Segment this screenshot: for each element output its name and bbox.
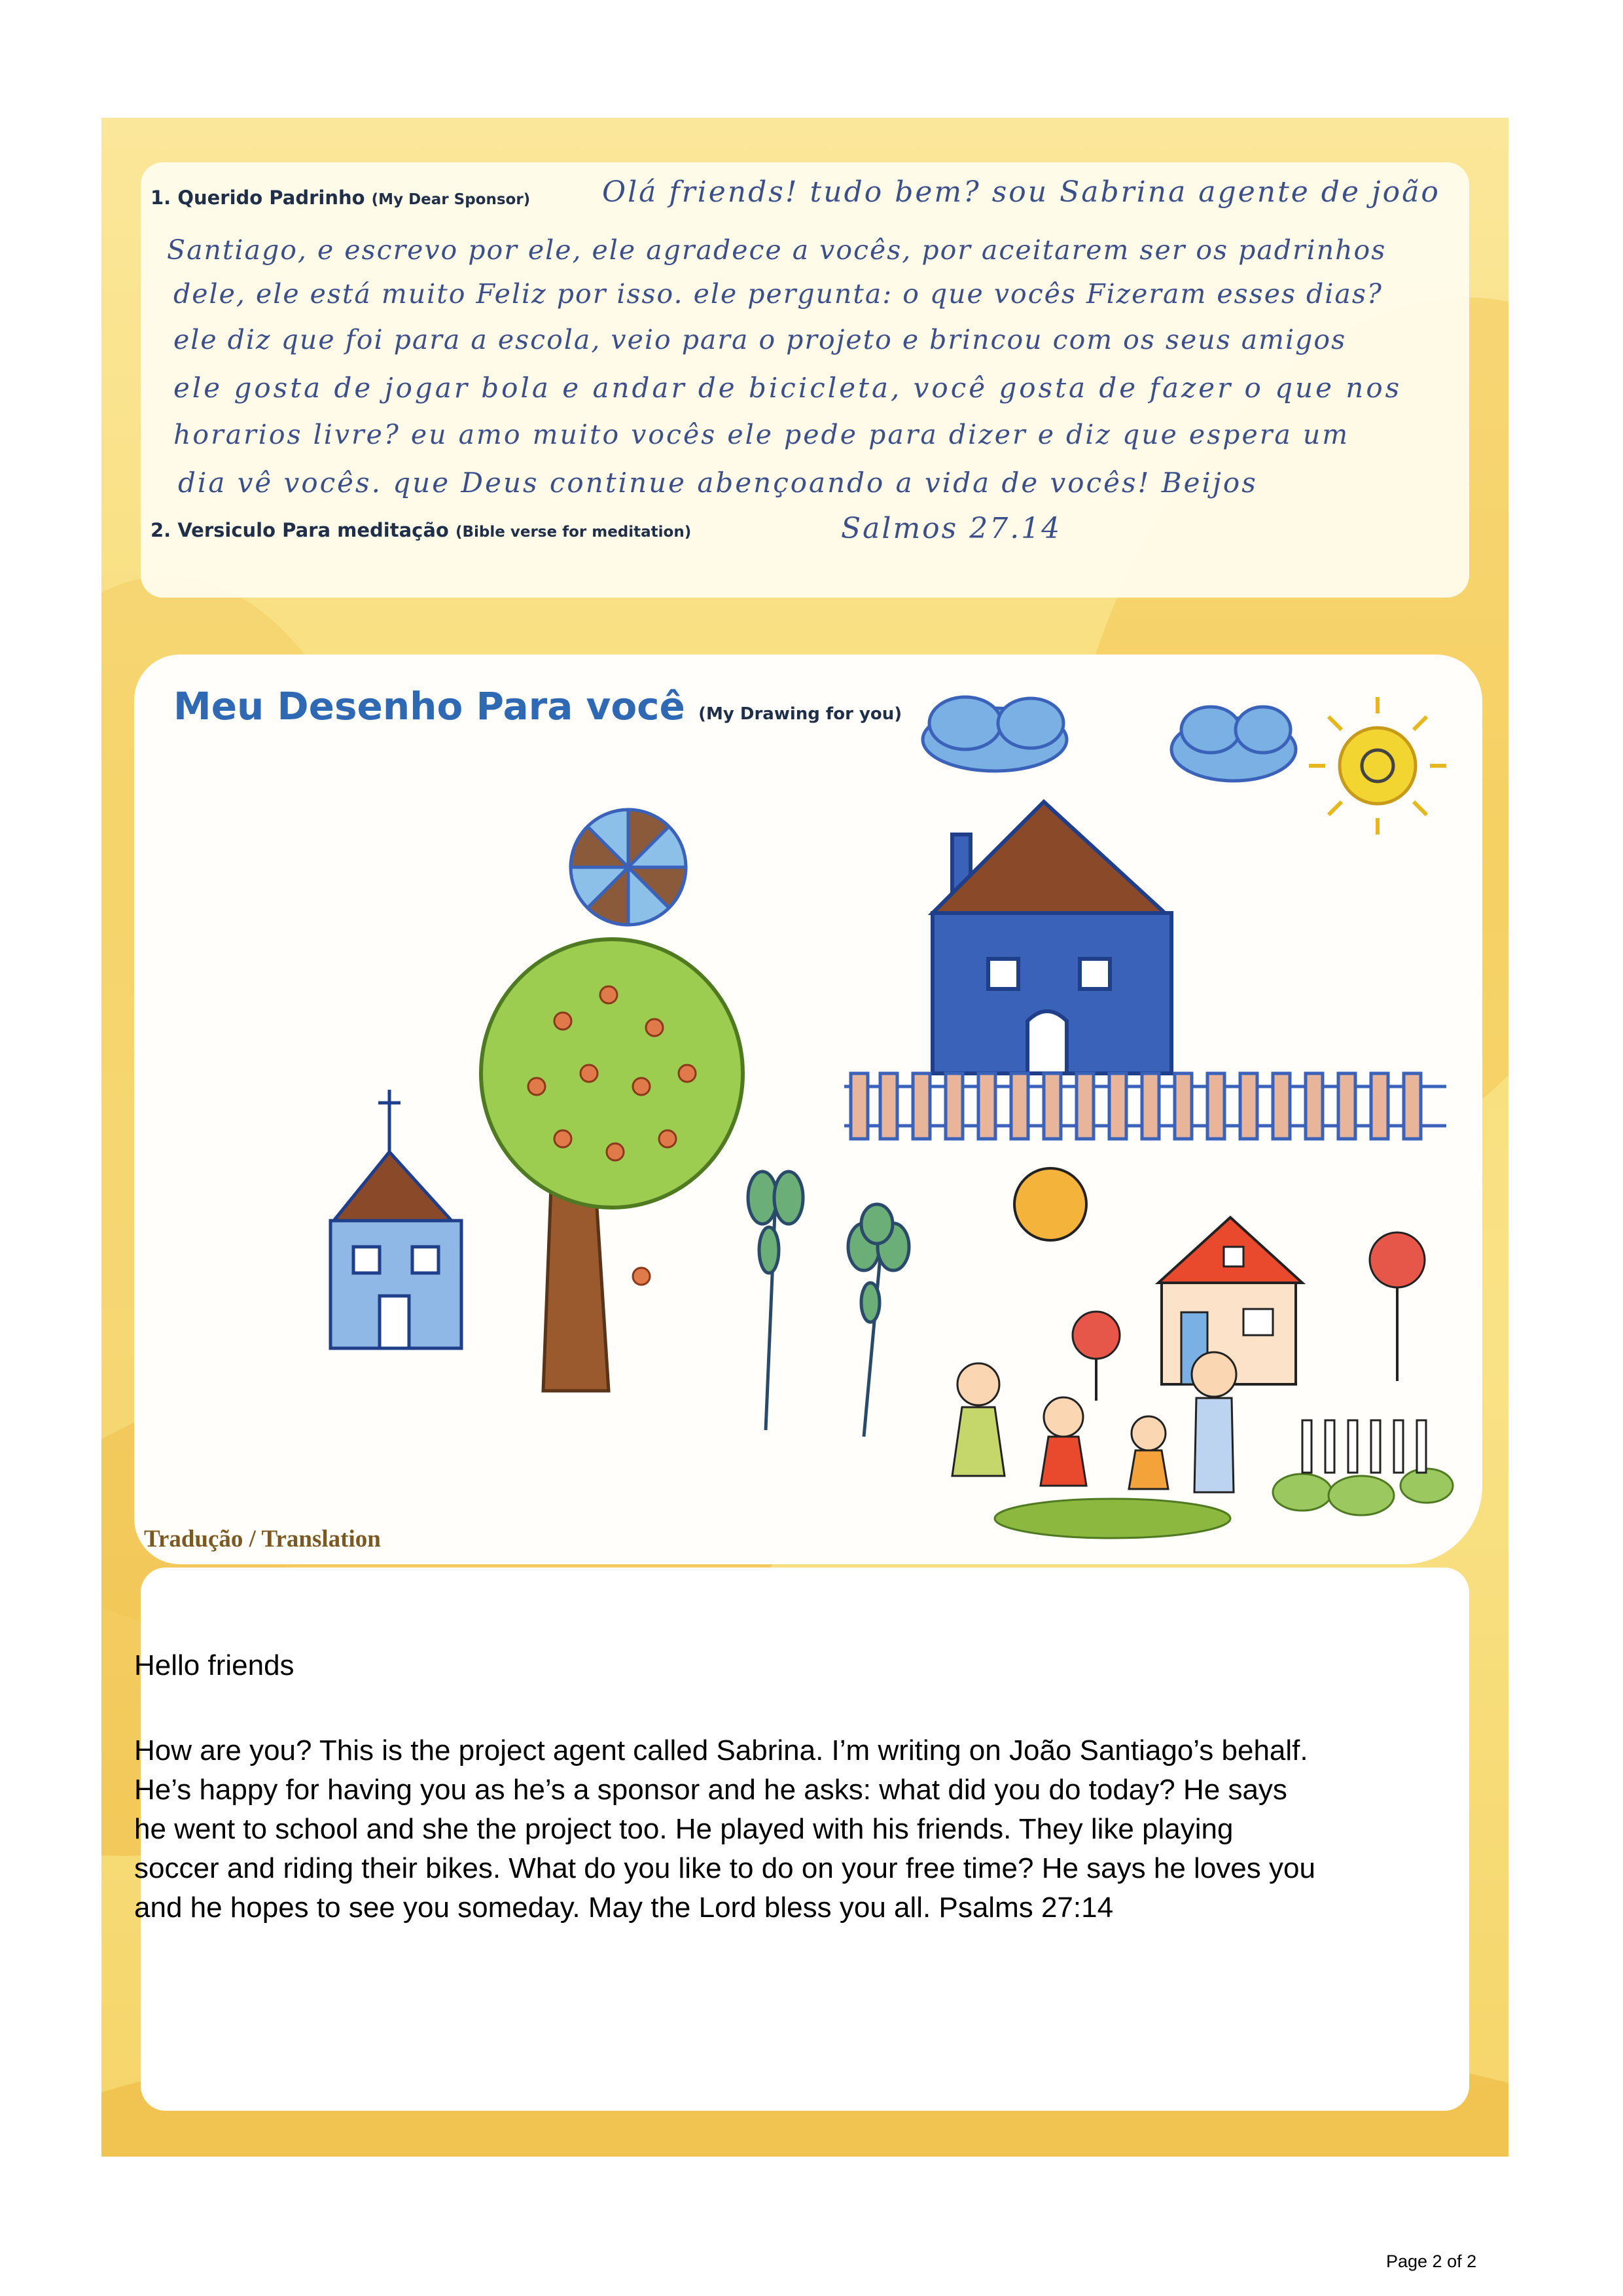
drawing-title-pt: Meu Desenho Para você [173,684,685,728]
question-2-number: 2. [151,519,171,541]
bible-verse-answer: Salmos 27.14 [841,512,1062,545]
handwritten-line-1: Olá friends! tudo bem? sou Sabrina agente de joão [602,175,1440,209]
drawing-title-en: (My Drawing for you) [698,704,902,724]
translation-line-5: and he hopes to see you someday. May the Lord bless you all. Psalms 27:14 [134,1892,1114,1924]
handwritten-line-5: ele gosta de jogar bola e andar de bicicleta, você gosta de fazer o que nos [173,372,1402,404]
question-2-title-en: (Bible verse for meditation) [455,524,692,541]
question-1-number: 1. [151,187,171,209]
translation-line-1: How are you? This is the project agent called Sabrina. I’m writing on João Santiago’s behalf. [134,1734,1308,1767]
translation-line-3: he went to school and she the project too. He played with his friends. They like playing [134,1813,1234,1845]
question-1-title-en: (My Dear Sponsor) [371,191,531,208]
question-1-title: Querido Padrinho [177,187,365,209]
question-2-title: Versiculo Para meditação [177,519,449,541]
tree-drawing [481,939,743,1391]
flower-drawing [748,1172,909,1437]
handwritten-line-2: Santiago, e escrevo por ele, ele agradece a vocês, por aceitarem ser os padrinhos [167,234,1387,266]
cloud-drawing [923,697,1067,771]
fence-drawing [844,1073,1446,1139]
translation-line-4: soccer and riding their bikes. What do you like to do on your free time? He says he loves you [134,1852,1315,1884]
family-illustration [952,1168,1453,1538]
sun-drawing [1309,697,1446,834]
handwritten-line-7: dia vê vocês. que Deus continue abençoando a vida de vocês! Beijos [178,467,1258,499]
wheel-drawing [571,810,686,925]
translation-line-2: He’s happy for having you as he’s a sponsor and he asks: what did you do today? He says [134,1774,1287,1806]
church-drawing [330,1090,461,1348]
handwritten-line-3: dele, ele está muito Feliz por isso. ele pergunta: o que vocês Fizeram esses dias? [173,278,1383,310]
handwritten-line-6: horarios livre? eu amo muito vocês ele pede para dizer e diz que espera um [173,419,1350,450]
translation-body [134,1731,1495,1928]
cloud-drawing [1171,707,1296,781]
blue-house-drawing [933,802,1171,1073]
translation-greeting: Hello friends [134,1649,294,1681]
page-number: Page 2 of 2 [1386,2251,1477,2271]
handwritten-line-4: ele diz que foi para a escola, veio para o projeto e brincou com os seus amigos [173,324,1347,355]
translation-label: Tradução / Translation [144,1526,381,1552]
